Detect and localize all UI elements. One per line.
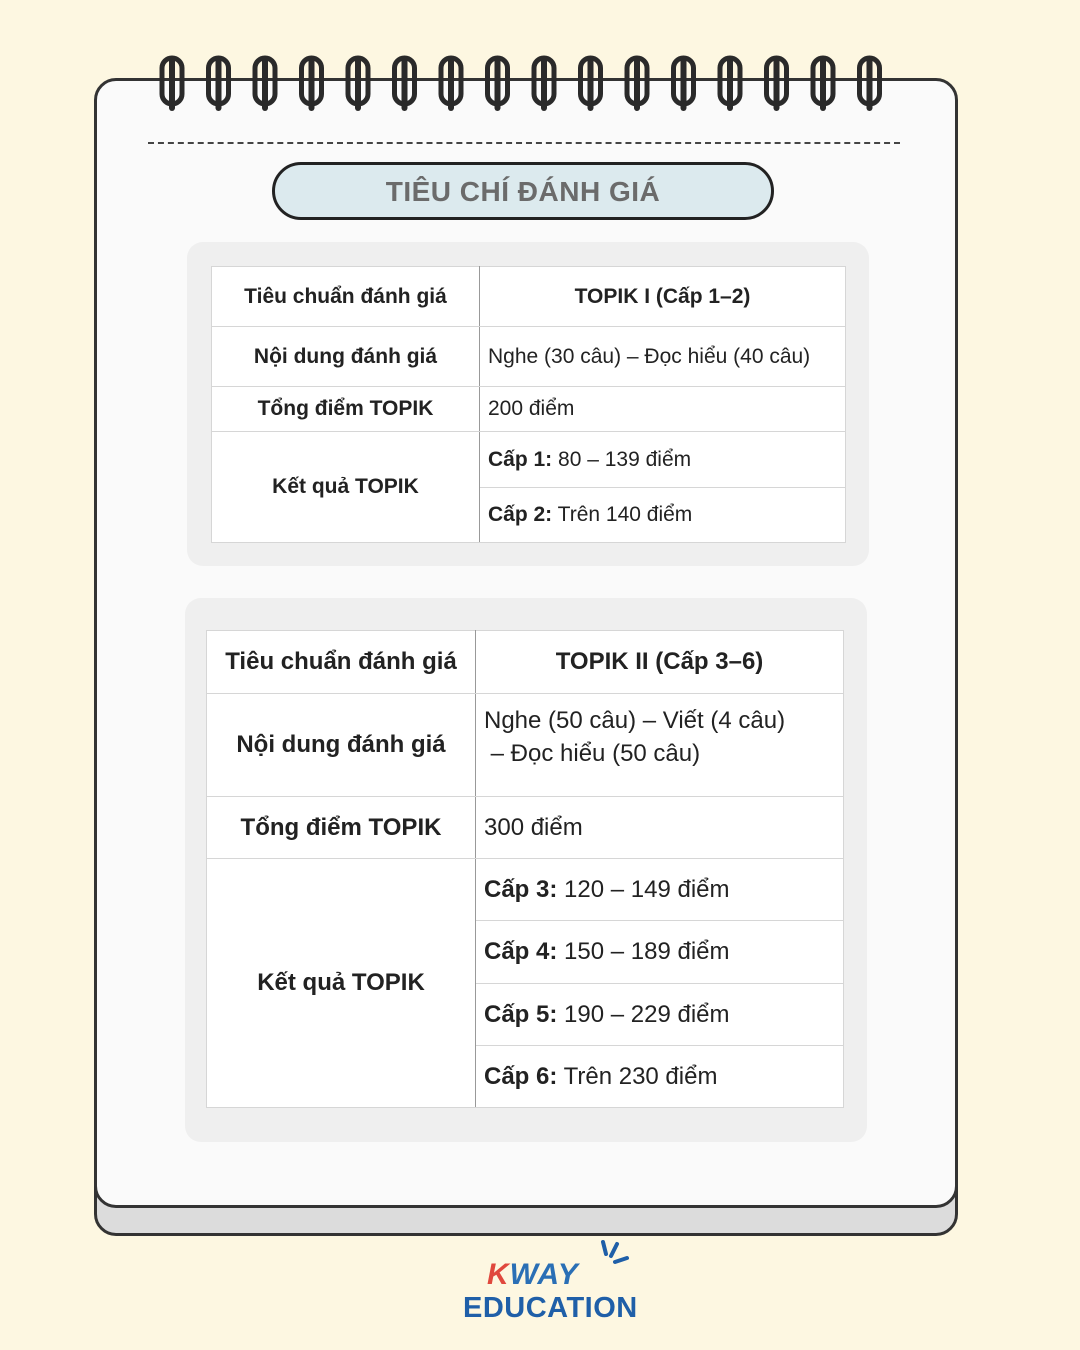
binding-ring-icon xyxy=(720,58,740,108)
level-cell xyxy=(476,1046,844,1108)
level-name: Cấp 4: xyxy=(484,938,558,965)
binding-ring-icon xyxy=(627,58,647,108)
table-row xyxy=(212,267,846,327)
level-score: Trên 230 điểm xyxy=(563,1062,718,1090)
binding-ring-icon xyxy=(813,58,833,108)
level-cell xyxy=(476,984,844,1046)
binding-ring-icon xyxy=(581,58,601,108)
level-score: 190 – 229 điểm xyxy=(564,1000,730,1028)
content-label: Nội dung đánh giá xyxy=(212,327,480,387)
content-value-line2: – Đọc hiểu (50 câu) xyxy=(484,740,701,767)
binding-ring-icon xyxy=(348,58,368,108)
table-row xyxy=(207,859,844,921)
total-value: 200 điểm xyxy=(480,387,846,432)
logo-kway: KWAY xyxy=(487,1258,579,1291)
binding-ring-icon xyxy=(302,58,322,108)
level-name: Cấp 3: xyxy=(484,875,558,903)
table-row xyxy=(212,387,846,432)
spark-icon xyxy=(597,1238,637,1274)
binding-ring-icon xyxy=(441,58,461,108)
content-label: Nội dung đánh giá xyxy=(207,694,476,797)
binding-ring-icon xyxy=(860,58,880,108)
perforation-line xyxy=(148,142,900,144)
level-score: 150 – 189 điểm xyxy=(564,938,730,965)
content-value xyxy=(476,694,844,797)
binding-ring-icon xyxy=(767,58,787,108)
binding-ring-icon xyxy=(488,58,508,108)
total-value: 300 điểm xyxy=(476,797,844,859)
header-label: Tiêu chuẩn đánh giá xyxy=(212,267,480,327)
table-row xyxy=(207,694,844,797)
binding-ring-icon xyxy=(209,58,229,108)
binding-ring-icon xyxy=(395,58,415,108)
table-row xyxy=(212,432,846,488)
level-name: Cấp 5: xyxy=(484,1000,558,1028)
level-name: Cấp 2: xyxy=(488,503,553,526)
result-label: Kết quả TOPIK xyxy=(212,432,480,543)
header-label: Tiêu chuẩn đánh giá xyxy=(207,631,476,694)
header-value: TOPIK II (Cấp 3–6) xyxy=(476,631,844,694)
binding-ring-icon xyxy=(674,58,694,108)
level-score: 120 – 149 điểm xyxy=(564,875,730,903)
level-name: Cấp 1: xyxy=(488,447,553,471)
total-label: Tổng điểm TOPIK xyxy=(207,797,476,859)
logo-education: EDUCATION xyxy=(463,1292,638,1324)
binding-ring-icon xyxy=(162,58,182,108)
binding-ring-icon xyxy=(255,58,275,108)
content-value: Nghe (30 câu) – Đọc hiểu (40 câu) xyxy=(480,327,846,387)
level-cell xyxy=(480,432,846,488)
level-score: Trên 140 điểm xyxy=(557,503,693,526)
spiral-binding xyxy=(150,52,910,112)
table-row xyxy=(207,631,844,694)
topik1-table xyxy=(211,266,846,543)
level-cell xyxy=(476,921,844,984)
table-row xyxy=(212,327,846,387)
table-row xyxy=(207,797,844,859)
header-value: TOPIK I (Cấp 1–2) xyxy=(480,267,846,327)
content-value-line1: Nghe (50 câu) – Viết (4 câu) xyxy=(484,707,786,734)
level-name: Cấp 6: xyxy=(484,1062,558,1090)
kway-education-logo xyxy=(455,1238,645,1338)
level-cell xyxy=(476,859,844,921)
topik2-table xyxy=(206,630,844,1108)
level-score: 80 – 139 điểm xyxy=(558,447,692,471)
binding-ring-icon xyxy=(534,58,554,108)
result-label: Kết quả TOPIK xyxy=(207,859,476,1108)
total-label: Tổng điểm TOPIK xyxy=(212,387,480,432)
page-title: TIÊU CHÍ ĐÁNH GIÁ xyxy=(272,162,774,220)
level-cell xyxy=(480,488,846,543)
